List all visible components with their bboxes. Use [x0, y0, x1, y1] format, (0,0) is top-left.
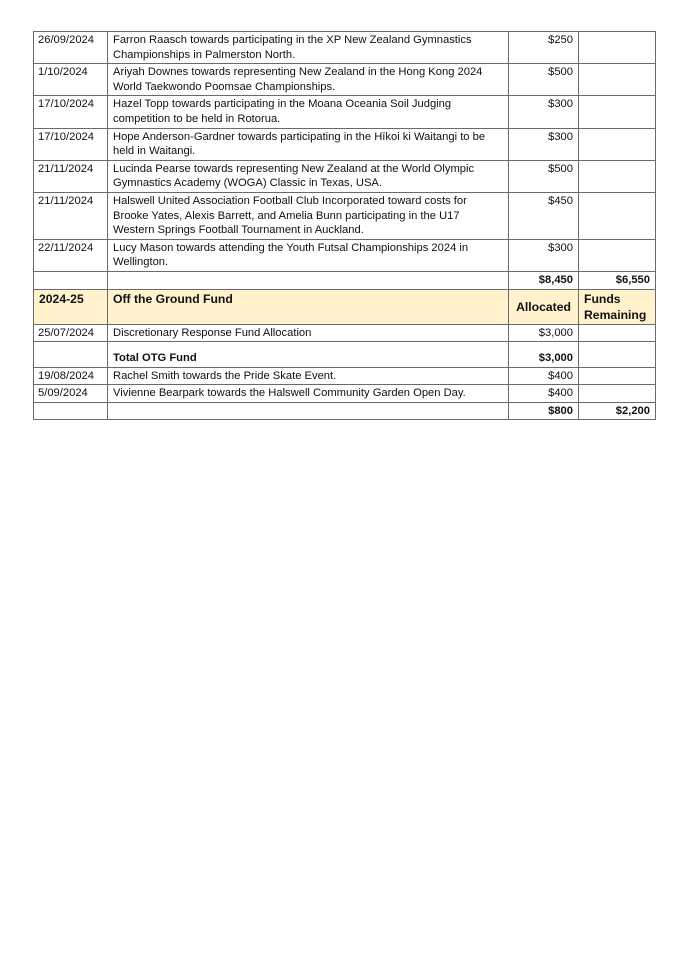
- row-date: 21/11/2024: [34, 160, 108, 192]
- table-row: [34, 192, 656, 239]
- row-date: 19/08/2024: [34, 367, 108, 385]
- row-amount: $300: [509, 128, 579, 160]
- total-row: [34, 342, 656, 368]
- subtotal-remaining: $6,550: [579, 271, 656, 289]
- row-remaining: [579, 128, 656, 160]
- allocated-header: Allocated: [509, 289, 579, 324]
- funds-remaining-header: Funds Remaining: [579, 289, 656, 324]
- section-header-row: [34, 289, 656, 324]
- row-remaining: [579, 192, 656, 239]
- row-remaining: [579, 64, 656, 96]
- total-amount: $3,000: [509, 342, 579, 368]
- grants-table: [33, 31, 656, 420]
- empty-cell: [579, 342, 656, 368]
- section-title: Off the Ground Fund: [108, 289, 509, 324]
- row-description: Rachel Smith towards the Pride Skate Event.: [108, 367, 509, 385]
- row-remaining: [579, 160, 656, 192]
- total-label: Total OTG Fund: [108, 342, 509, 368]
- row-amount: $3,000: [509, 324, 579, 342]
- table-row: [34, 367, 656, 385]
- row-amount: $500: [509, 160, 579, 192]
- row-amount: $400: [509, 367, 579, 385]
- empty-cell: [34, 342, 108, 368]
- row-date: 26/09/2024: [34, 32, 108, 64]
- row-amount: $450: [509, 192, 579, 239]
- row-date: 17/10/2024: [34, 96, 108, 128]
- subtotal-row: [34, 271, 656, 289]
- table-row: [34, 160, 656, 192]
- empty-cell: [108, 271, 509, 289]
- table-row: [34, 128, 656, 160]
- table-row: [34, 96, 656, 128]
- row-remaining: [579, 32, 656, 64]
- row-date: 5/09/2024: [34, 385, 108, 403]
- row-date: 22/11/2024: [34, 239, 108, 271]
- row-amount: $400: [509, 385, 579, 403]
- row-date: 25/07/2024: [34, 324, 108, 342]
- subtotal-row: [34, 402, 656, 420]
- row-amount: $500: [509, 64, 579, 96]
- section-year: 2024-25: [34, 289, 108, 324]
- row-remaining: [579, 385, 656, 403]
- row-description: Hazel Topp towards participating in the Moana Oceania Soil Judging competition to be held in Rotorua.: [108, 96, 509, 128]
- row-amount: $300: [509, 96, 579, 128]
- row-date: 17/10/2024: [34, 128, 108, 160]
- table-row: [34, 239, 656, 271]
- row-amount: $250: [509, 32, 579, 64]
- row-amount: $300: [509, 239, 579, 271]
- row-description: Discretionary Response Fund Allocation: [108, 324, 509, 342]
- row-description: Vivienne Bearpark towards the Halswell Community Garden Open Day.: [108, 385, 509, 403]
- row-description: Ariyah Downes towards representing New Zealand in the Hong Kong 2024 World Taekwondo Poomsae Championships.: [108, 64, 509, 96]
- row-remaining: [579, 239, 656, 271]
- row-date: 1/10/2024: [34, 64, 108, 96]
- table-row: [34, 32, 656, 64]
- row-description: Lucinda Pearse towards representing New Zealand at the World Olympic Gymnastics Academy (WOGA) Classic in Texas, USA.: [108, 160, 509, 192]
- row-description: Lucy Mason towards attending the Youth Futsal Championships 2024 in Wellington.: [108, 239, 509, 271]
- grants-table-container: [33, 31, 655, 420]
- subtotal-remaining: $2,200: [579, 402, 656, 420]
- row-description: Farron Raasch towards participating in the XP New Zealand Gymnastics Championships in Palmerston North.: [108, 32, 509, 64]
- empty-cell: [34, 271, 108, 289]
- empty-cell: [34, 402, 108, 420]
- empty-cell: [579, 324, 656, 342]
- table-row: [34, 385, 656, 403]
- row-date: 21/11/2024: [34, 192, 108, 239]
- subtotal-amount: $800: [509, 402, 579, 420]
- subtotal-amount: $8,450: [509, 271, 579, 289]
- row-remaining: [579, 367, 656, 385]
- row-description: Halswell United Association Football Club Incorporated toward costs for Brooke Yates, Alexis Barrett, and Amelia Bunn participating in the U17 Western Springs Football Tournament in Auckland.: [108, 192, 509, 239]
- row-remaining: [579, 96, 656, 128]
- allocation-row: [34, 324, 656, 342]
- empty-cell: [108, 402, 509, 420]
- row-description: Hope Anderson-Gardner towards participating in the Hīkoi ki Waitangi to be held in Waitangi.: [108, 128, 509, 160]
- table-row: [34, 64, 656, 96]
